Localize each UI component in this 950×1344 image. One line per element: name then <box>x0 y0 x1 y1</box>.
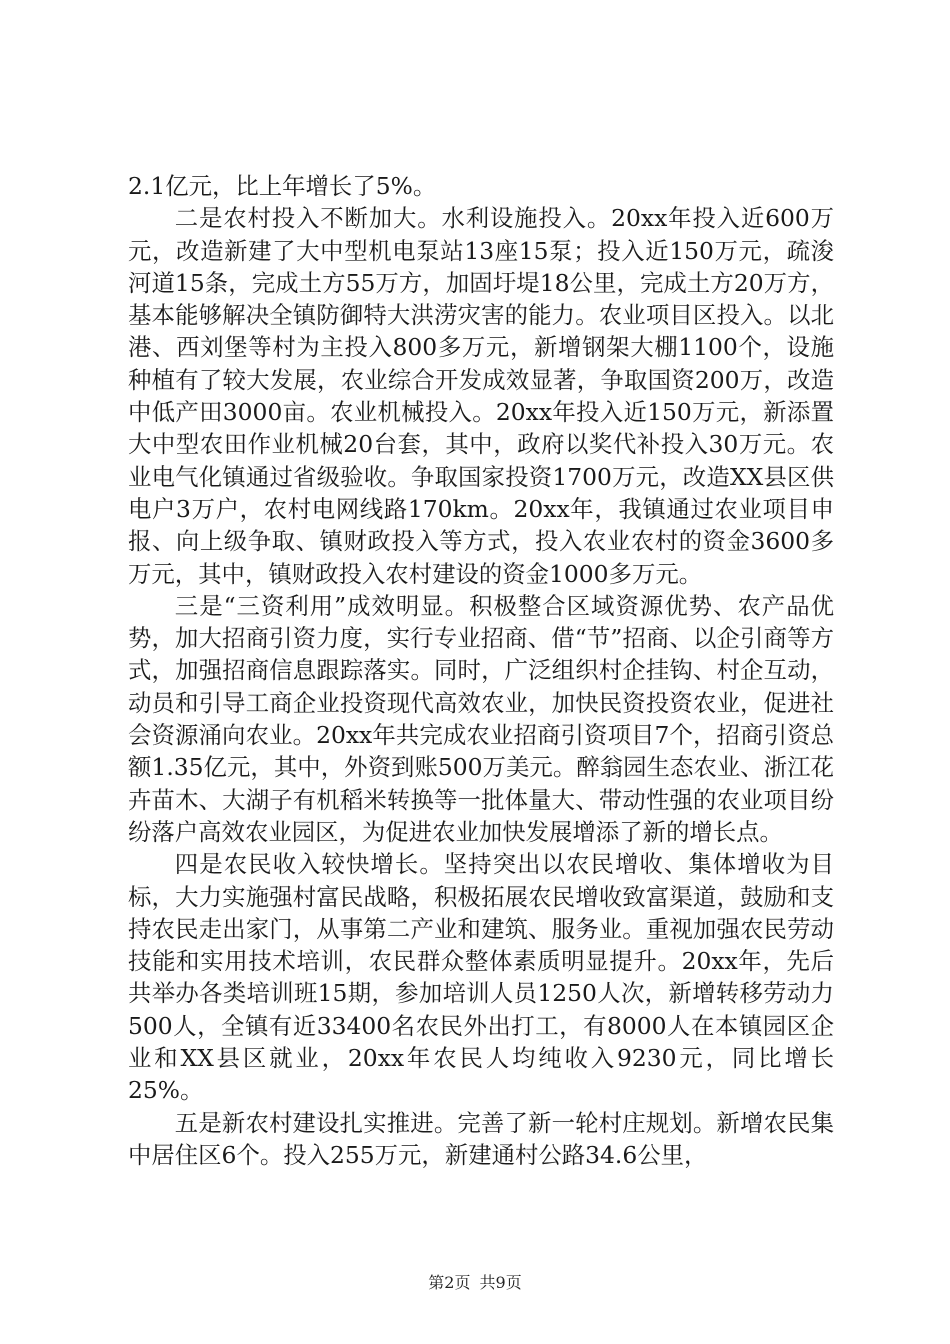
page-total: 共9页 <box>479 1273 522 1292</box>
paragraph-three-capital-use: 三是“三资利用”成效明显。积极整合区域资源优势、农产品优势，加大招商引资力度，实行专业招商、借“节”招商、以企引商等方式，加强招商信息跟踪落实。同时，广泛组织村企挂钩、村企互动，动员和引导工商企业投资现代高效农业，加快民资投资农业，促进社会资源涌向农业。20xx年共完成农业招商引资项目7个，招商引资总额1.35亿元，其中，外资到账500万美元。醉翁园生态农业、浙江花卉苗木、大湖子有机稻米转换等一批体量大、带动性强的农业项目纷纷落户高效农业园区，为促进农业加快发展增添了新的增长点。 <box>128 591 834 846</box>
paragraph-continuation: 2.1亿元，比上年增长了5%。 <box>128 172 437 200</box>
paragraph-new-countryside: 五是新农村建设扎实推进。完善了新一轮村庄规划。新增农民集中居住区6个。投入255万元，新建通村公路34.6公里， <box>128 1108 834 1169</box>
paragraph-farmer-income: 四是农民收入较快增长。坚持突出以农民增收、集体增收为目标，大力实施强村富民战略，积极拓展农民增收致富渠道，鼓励和支持农民走出家门，从事第二产业和建筑、服务业。重视加强农民劳动技能和实用技术培训，农民群众整体素质明显提升。20xx年，先后共举办各类培训班15期，参加培训人员1250人次，新增转移劳动力500人，全镇有近33400名农民外出打工，有8000人在本镇园区企业和XX县区就业，20xx年农民人均纯收入9230元，同比增长25%。 <box>128 850 834 1105</box>
document-body <box>128 170 834 1171</box>
page-footer <box>0 1270 950 1293</box>
paragraph-rural-investment: 二是农村投入不断加大。水利设施投入。20xx年投入近600万元，改造新建了大中型机电泵站13座15泵；投入近150万元，疏浚河道15条，完成土方55万方，加固圩堤18公里，完成土方20万方，基本能够解决全镇防御特大洪涝灾害的能力。农业项目区投入。以北港、西刘堡等村为主投入800多万元，新增钢架大棚1100个，设施种植有了较大发展，农业综合开发成效显著，争取国资200万，改造中低产田3000亩。农业机械投入。20xx年投入近150万元，新添置大中型农田作业机械20台套，其中，政府以奖代补投入30万元。农业电气化镇通过省级验收。争取国家投资1700万元，改造XX县区供电户3万户，农村电网线路170km。20xx年，我镇通过农业项目申报、向上级争取、镇财政投入等方式，投入农业农村的资金3600多万元，其中，镇财政投入农村建设的资金1000多万元。 <box>128 204 834 588</box>
page-number: 第2页 <box>428 1273 471 1292</box>
